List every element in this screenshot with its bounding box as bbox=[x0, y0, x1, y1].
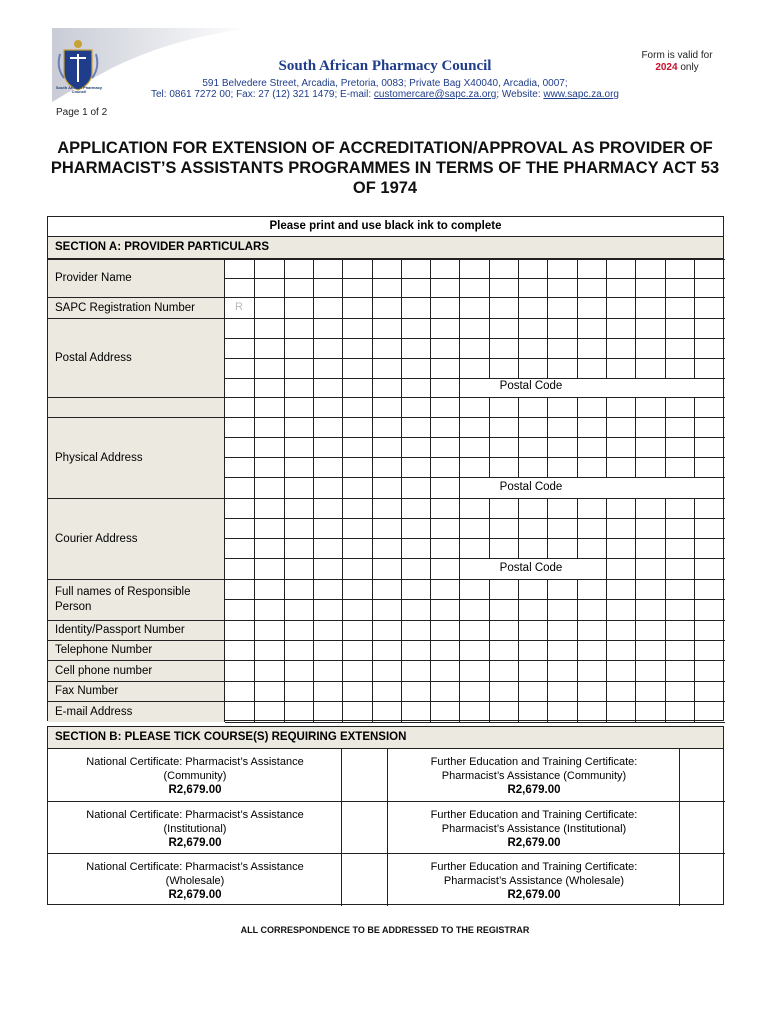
course-fetc-institutional: Further Education and Training Certificate: Pharmacist’s Assistance (Institutional) R2,679.00 bbox=[430, 809, 638, 849]
grid-row-line bbox=[225, 318, 725, 319]
grid-row-line bbox=[225, 358, 725, 359]
grid-column-line bbox=[606, 498, 607, 722]
label-id-number: Identity/Passport Number bbox=[48, 620, 225, 640]
tick-box-fetc-wholesale[interactable] bbox=[680, 854, 724, 905]
page-number: Page 1 of 2 bbox=[56, 107, 108, 118]
grid-column-line bbox=[577, 259, 578, 378]
course-nc-institutional: National Certificate: Pharmacist’s Assistance (Institutional) R2,679.00 bbox=[86, 809, 304, 849]
grid-column-line bbox=[547, 579, 548, 722]
valid-suffix: only bbox=[677, 62, 699, 73]
instruction-row: Please print and use black ink to complete bbox=[48, 217, 723, 237]
grid-row-line bbox=[225, 457, 725, 458]
grid-column-line bbox=[577, 397, 578, 477]
grid-column-line bbox=[284, 259, 285, 722]
grid-row-line bbox=[225, 417, 725, 418]
grid-column-line bbox=[547, 498, 548, 558]
grid-row-line bbox=[225, 297, 725, 298]
grid-column-line bbox=[372, 259, 373, 722]
grid-column-line bbox=[665, 259, 666, 378]
grid-column-line bbox=[694, 498, 695, 722]
column-divider bbox=[387, 749, 388, 906]
grid-column-line bbox=[547, 259, 548, 378]
course-fetc-wholesale: Further Education and Training Certificate: Pharmacist’s Assistance (Wholesale) R2,679.00 bbox=[430, 861, 638, 901]
grid-column-line bbox=[518, 397, 519, 477]
label-courier-address: Courier Address bbox=[48, 498, 225, 579]
grid-column-line bbox=[342, 259, 343, 722]
grid-row-line bbox=[225, 722, 725, 723]
tick-box-nc-community[interactable] bbox=[342, 750, 387, 801]
label-postal-address: Postal Address bbox=[48, 318, 225, 397]
grid-row-line bbox=[225, 620, 725, 621]
grid-column-line bbox=[635, 498, 636, 722]
grid-row-line bbox=[225, 278, 725, 279]
grid-row-line bbox=[225, 518, 725, 519]
label-sapc-registration: SAPC Registration Number bbox=[48, 297, 225, 318]
grid-column-line bbox=[665, 498, 666, 722]
grid-column-line bbox=[518, 579, 519, 722]
grid-column-line bbox=[254, 259, 255, 722]
course-nc-wholesale: National Certificate: Pharmacist’s Assistance (Wholesale) R2,679.00 bbox=[86, 861, 304, 901]
grid-row-line bbox=[225, 640, 725, 641]
label-email: E-mail Address bbox=[48, 701, 225, 722]
section-b-heading: SECTION B: PLEASE TICK COURSE(S) REQUIRING EXTENSION bbox=[48, 727, 723, 749]
label-fax: Fax Number bbox=[48, 681, 225, 701]
section-b-form bbox=[47, 726, 724, 905]
grid-column-line bbox=[577, 498, 578, 558]
label-cell: Cell phone number bbox=[48, 660, 225, 681]
tick-box-nc-institutional[interactable] bbox=[342, 802, 387, 853]
website-prefix: ; Website: bbox=[496, 89, 544, 100]
footer-note: ALL CORRESPONDENCE TO BE ADDRESSED TO THE REGISTRAR bbox=[240, 925, 530, 935]
form-title: APPLICATION FOR EXTENSION OF ACCREDITATION/APPROVAL AS PROVIDER OF PHARMACIST’S ASSISTANTS PROGRAMMES IN TERMS OF THE PHARMACY ACT 53 OF 1974 bbox=[50, 139, 720, 197]
grid-column-line bbox=[635, 259, 636, 378]
website-link[interactable]: www.sapc.za.org bbox=[543, 89, 619, 100]
grid-column-line bbox=[694, 397, 695, 477]
grid-column-line bbox=[489, 397, 490, 477]
grid-column-line bbox=[694, 259, 695, 378]
tick-box-fetc-community[interactable] bbox=[680, 750, 724, 801]
course-nc-community: National Certificate: Pharmacist’s Assistance (Community) R2,679.00 bbox=[86, 756, 304, 796]
grid-column-line bbox=[430, 259, 431, 722]
label-physical-address: Physical Address bbox=[48, 417, 225, 498]
postal-code-label-1: Postal Code bbox=[499, 380, 563, 392]
tick-box-nc-wholesale[interactable] bbox=[342, 854, 387, 905]
label-blank-spacer bbox=[48, 397, 225, 417]
grid-row-line bbox=[225, 660, 725, 661]
grid-column-line bbox=[518, 259, 519, 378]
section-a-heading: SECTION A: PROVIDER PARTICULARS bbox=[48, 237, 723, 259]
contact-line bbox=[100, 89, 670, 100]
grid-column-line bbox=[547, 397, 548, 477]
grid-column-line bbox=[459, 259, 460, 722]
grid-column-line bbox=[313, 259, 314, 722]
grid-row-line bbox=[225, 338, 725, 339]
grid-row-line bbox=[225, 538, 725, 539]
grid-column-line bbox=[489, 259, 490, 378]
grid-row-line bbox=[225, 579, 725, 580]
grid-row-line bbox=[225, 558, 725, 559]
postal-code-label-2: Postal Code bbox=[499, 481, 563, 493]
course-fetc-community: Further Education and Training Certificate: Pharmacist’s Assistance (Community) R2,679.00 bbox=[430, 756, 638, 796]
entry-character-grid[interactable] bbox=[225, 217, 725, 722]
grid-column-line bbox=[489, 498, 490, 558]
grid-column-line bbox=[606, 397, 607, 477]
grid-column-line bbox=[665, 397, 666, 477]
validity-note bbox=[630, 50, 724, 74]
grid-row-line bbox=[225, 498, 725, 499]
grid-row-line bbox=[225, 701, 725, 702]
sapc-prefix-r: R bbox=[235, 301, 243, 313]
grid-row-line bbox=[225, 397, 725, 398]
grid-row-line bbox=[225, 599, 725, 600]
contact-prefix: Tel: 0861 7272 00; Fax: 27 (12) 321 1479; E-mail: bbox=[151, 89, 374, 100]
grid-column-line bbox=[489, 579, 490, 722]
tick-box-fetc-institutional[interactable] bbox=[680, 802, 724, 853]
grid-row-line bbox=[225, 681, 725, 682]
label-responsible-person: Full names of Responsible Person bbox=[48, 579, 225, 620]
grid-row-line bbox=[225, 437, 725, 438]
valid-year: 2024 bbox=[655, 62, 678, 73]
grid-row-line bbox=[225, 378, 725, 379]
address-line: 591 Belvedere Street, Arcadia, Pretoria, 0083; Private Bag X40040, Arcadia, 0007; bbox=[202, 78, 568, 89]
label-telephone: Telephone Number bbox=[48, 640, 225, 660]
grid-column-line bbox=[606, 259, 607, 378]
council-name: South African Pharmacy Council bbox=[278, 58, 492, 74]
grid-row-line bbox=[225, 477, 725, 478]
grid-column-line bbox=[635, 397, 636, 477]
section-a-form bbox=[47, 216, 724, 721]
email-link[interactable]: customercare@sapc.za.org bbox=[373, 89, 497, 100]
grid-column-line bbox=[577, 579, 578, 722]
valid-text: Form is valid for bbox=[641, 50, 713, 61]
grid-column-line bbox=[401, 259, 402, 722]
logo-caption: South African Pharmacy Council bbox=[55, 85, 103, 94]
label-provider-name: Provider Name bbox=[48, 259, 225, 297]
postal-code-label-3: Postal Code bbox=[499, 562, 563, 574]
grid-row-line bbox=[225, 259, 725, 260]
grid-column-line bbox=[518, 498, 519, 558]
